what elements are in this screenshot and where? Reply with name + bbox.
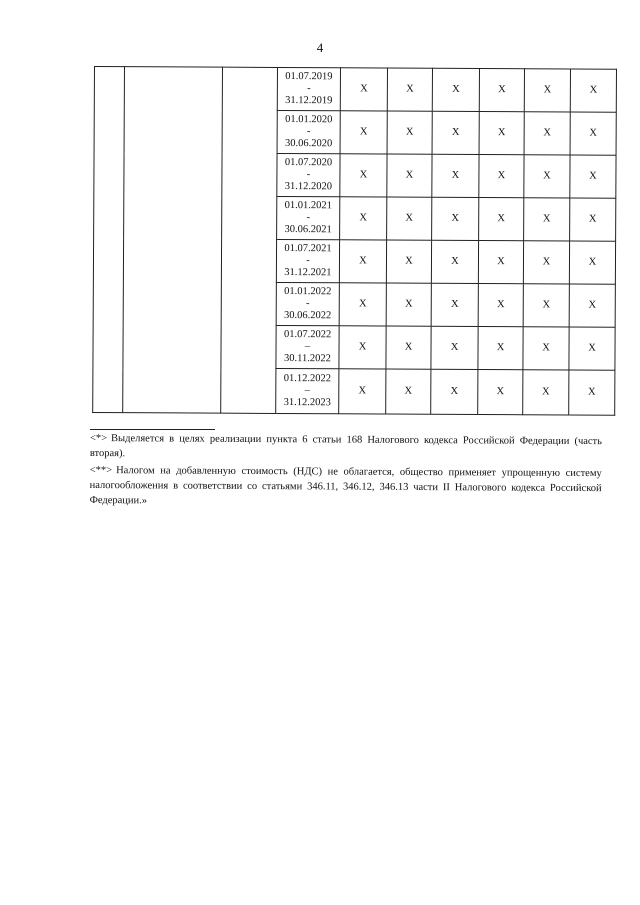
table-cell: X <box>339 369 386 414</box>
period-dash: - <box>307 83 311 95</box>
table-cell: X <box>340 68 387 111</box>
table-cell: X <box>570 69 616 112</box>
period-dash: - <box>305 298 310 310</box>
period-end: 31.12.2019 <box>285 95 333 107</box>
period-cell <box>277 153 340 196</box>
period-dash: – <box>304 341 311 353</box>
table-cell: X <box>432 154 479 197</box>
table-cell: X <box>570 112 616 155</box>
table-cell: X <box>386 283 431 326</box>
footnote-2 <box>90 464 602 512</box>
table-cell: X <box>432 197 479 240</box>
table-cell: X <box>339 240 386 283</box>
period-cell <box>276 368 339 413</box>
table-cell: X <box>387 197 432 240</box>
period-start: 01.07.2022 <box>283 328 332 341</box>
period-end: 30.11.2022 <box>284 353 331 365</box>
period-cell <box>276 239 339 282</box>
table-cell: X <box>479 69 524 112</box>
period-start: 01.07.2019 <box>285 70 333 83</box>
table-cell: X <box>523 370 569 415</box>
table-cell: X <box>570 155 616 198</box>
period-start: 01.07.2020 <box>284 156 333 169</box>
table-cell: X <box>432 68 479 111</box>
table-cell: X <box>524 69 570 112</box>
table-cell: X <box>478 370 523 415</box>
table-cell: X <box>478 327 523 370</box>
period-start: 01.01.2020 <box>285 113 333 126</box>
table-cell: X <box>386 369 431 414</box>
period-dash: - <box>306 126 311 138</box>
blank-column-1 <box>93 67 125 413</box>
period-end: 31.12.2023 <box>283 397 331 409</box>
period-start: 01.01.2021 <box>284 199 332 212</box>
table-row <box>94 67 616 113</box>
period-cell <box>277 67 340 110</box>
table-cell: X <box>570 198 616 241</box>
table-cell: X <box>387 111 432 154</box>
footnote-text: Выделяется в целях реализации пункта 6 статьи 168 Налогового кодекса Российской Федерации (часть вторая). <box>89 433 602 460</box>
period-end: 31.12.2020 <box>284 181 333 193</box>
period-start: 01.12.2022 <box>283 372 332 385</box>
period-start: 01.07.2021 <box>284 242 332 255</box>
table-cell: X <box>339 326 386 369</box>
table-cell: X <box>386 240 431 283</box>
table-cell: X <box>387 68 432 111</box>
period-dash: – <box>304 385 310 397</box>
table-cell: X <box>386 326 431 369</box>
period-cell <box>277 196 340 239</box>
table-cell: X <box>569 284 615 327</box>
table-cell: X <box>524 112 570 155</box>
period-end: 30.06.2022 <box>284 310 332 322</box>
table-cell: X <box>340 154 387 197</box>
blank-column-2 <box>123 67 223 414</box>
footnote-marker: <**> <box>89 464 113 476</box>
table-cell: X <box>339 283 386 326</box>
footnote-text: Налогом на добавленную стоимость (НДС) не облагается, общество применяет упрощенную систему налогообложения в соответствии со статьями 346.11, 346.12, 346.13 части II Налогового кодекса Российской Федерации.» <box>89 464 602 506</box>
period-end: 31.12.2021 <box>284 267 332 279</box>
table-cell: X <box>340 197 387 240</box>
table-cell: X <box>478 241 523 284</box>
table-cell: X <box>431 240 478 283</box>
footnote-1 <box>90 432 602 465</box>
period-start: 01.01.2022 <box>284 285 332 298</box>
table-cell: X <box>478 284 523 327</box>
footnote-separator <box>90 429 215 430</box>
blank-column-3 <box>221 67 278 413</box>
period-end: 30.06.2021 <box>284 224 332 236</box>
period-end: 30.06.2020 <box>284 138 333 150</box>
table-cell: X <box>340 111 387 154</box>
table-cell: X <box>479 198 524 241</box>
table-cell: X <box>569 241 615 284</box>
table-cell: X <box>524 155 570 198</box>
table-cell: X <box>569 327 615 370</box>
page-number: 4 <box>316 40 324 55</box>
table-cell: X <box>431 283 478 326</box>
period-dash: - <box>306 255 310 267</box>
period-cell <box>277 110 340 153</box>
footnote-marker: <*> <box>89 432 108 445</box>
table-cell: X <box>431 326 478 369</box>
table-cell: X <box>432 111 479 154</box>
table-cell: X <box>523 327 569 370</box>
table-cell: X <box>431 369 478 414</box>
period-cell <box>276 282 339 325</box>
table-cell: X <box>569 370 615 415</box>
tariff-table <box>92 66 617 416</box>
table-cell: X <box>523 284 569 327</box>
period-dash: - <box>306 169 311 181</box>
table-cell: X <box>523 241 569 284</box>
table-cell: X <box>479 112 524 155</box>
table-cell: X <box>387 154 432 197</box>
period-cell <box>276 325 339 368</box>
footnotes <box>90 432 602 514</box>
period-dash: - <box>306 212 310 224</box>
table-cell: X <box>479 155 524 198</box>
table-cell: X <box>524 198 570 241</box>
